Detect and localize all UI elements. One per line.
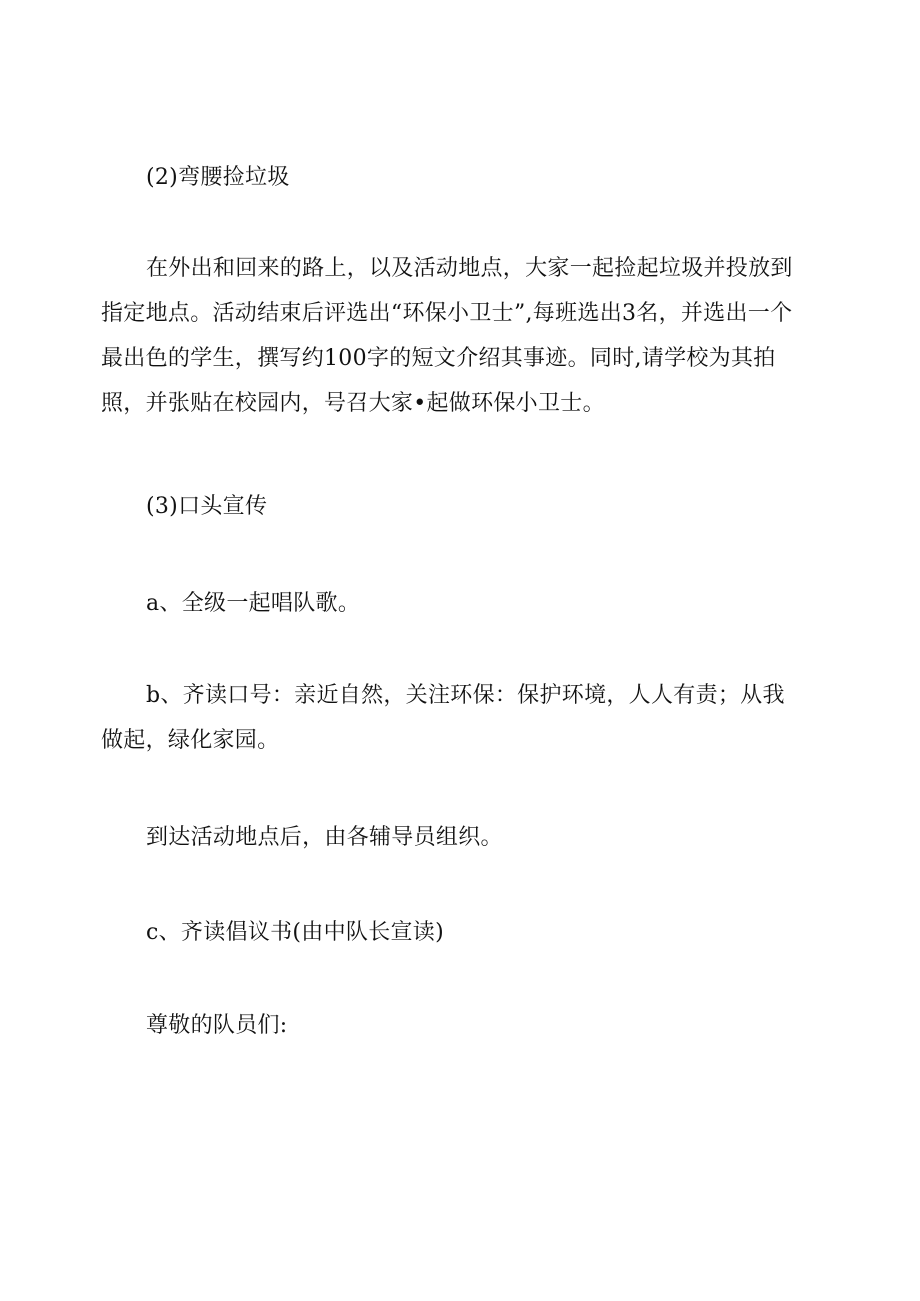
list-item-c-proposal: c、齐读倡议书(由中队长宣读) <box>146 920 444 945</box>
section-heading-oral-promotion: (3)口头宣传 <box>146 494 268 519</box>
list-item-a-sing-song: a、全级一起唱队歌。 <box>146 591 361 616</box>
body-paragraph-arrival: 到达活动地点后，由各辅导员组织。 <box>146 825 503 850</box>
salutation-line: 尊敬的队员们: <box>146 1013 288 1038</box>
body-paragraph-litter-activity: 在外出和回来的路上，以及活动地点，大家一起捡起垃圾并投放到指定地点。活动结束后评选出“环保小卫士”,每班选出3名，并选出一个最出色的学生，撰写约100字的短文介绍其事迹。同时,请学校为其拍照，并张贴在校园内，号召大家•起做环保小卫士。 <box>101 256 793 416</box>
list-item-b-slogan: b、齐读口号：亲近自然，关注环保：保护环境，人人有责；从我做起，绿化家园。 <box>101 683 785 753</box>
section-heading-pick-up-litter: (2)弯腰捡垃圾 <box>146 165 290 190</box>
